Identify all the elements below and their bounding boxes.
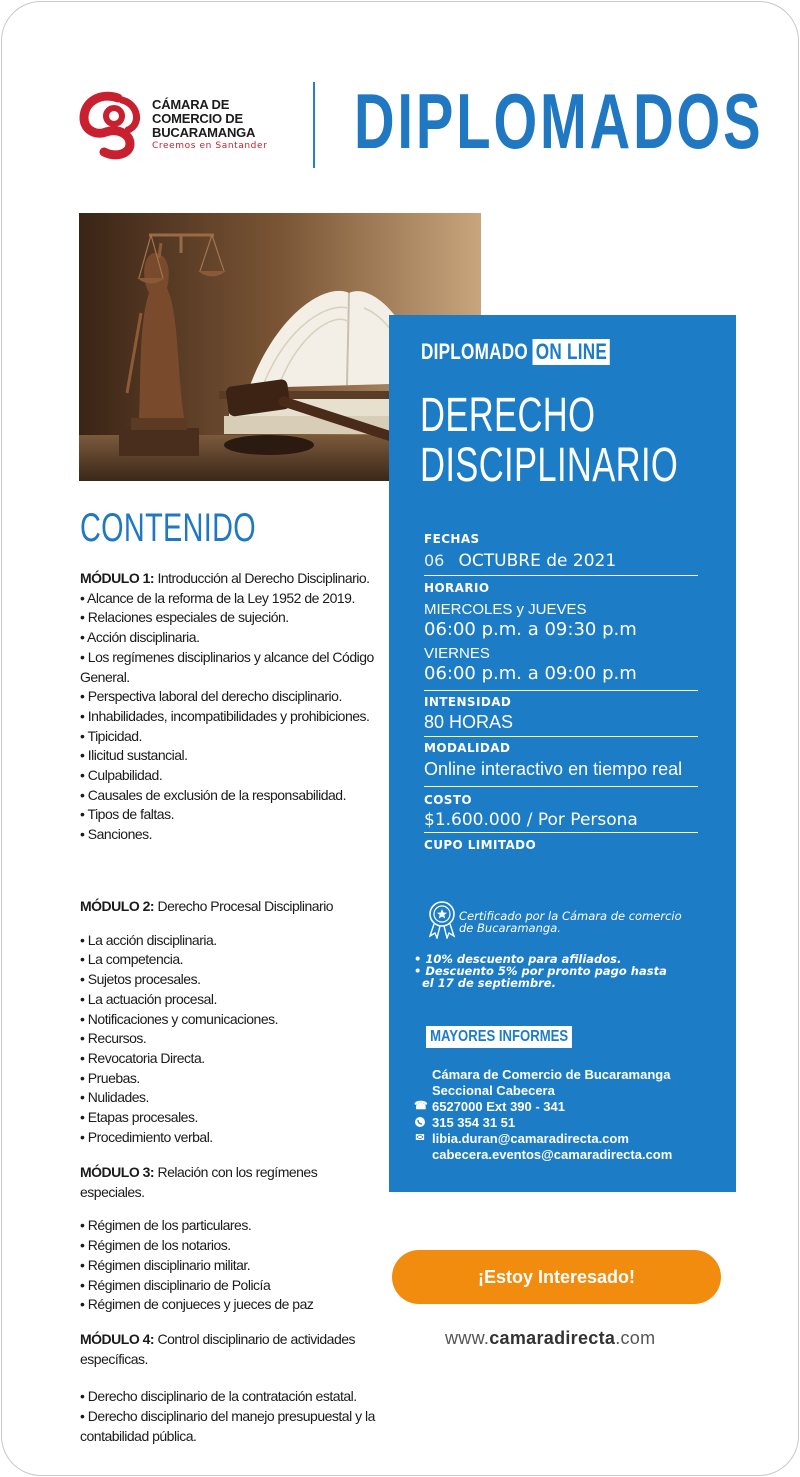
online-tag: ON LINE bbox=[533, 339, 610, 365]
list-item: • Recursos. bbox=[80, 1030, 147, 1047]
list-item: • Etapas procesales. bbox=[80, 1109, 198, 1126]
module-2 bbox=[80, 897, 380, 1147]
list-item: • Alcance de la reforma de la Ley 1952 de 2019. bbox=[80, 589, 355, 606]
org-tagline: Creemos en Santander bbox=[152, 141, 268, 151]
contenido-heading: CONTENIDO bbox=[80, 506, 257, 550]
horario-days-2: VIERNES bbox=[424, 645, 490, 662]
list-item: • Culpabilidad. bbox=[80, 767, 163, 784]
fechas-label: FECHAS bbox=[424, 532, 480, 546]
list-item: • Perspectiva laboral del derecho disciplinario. bbox=[80, 688, 342, 705]
list-item: • Derecho disciplinario del manejo presupuestal y la contabilidad pública. bbox=[80, 1408, 375, 1444]
list-item: • Notificaciones y comunicaciones. bbox=[80, 1010, 278, 1027]
list-item: • Régimen disciplinario militar. bbox=[80, 1256, 251, 1273]
camara-logo-icon bbox=[78, 90, 144, 160]
page-title: DIPLOMADOS bbox=[354, 77, 764, 165]
list-item: • La acción disciplinaria. bbox=[80, 931, 217, 948]
modalidad-label: MODALIDAD bbox=[424, 741, 511, 755]
module-heading: MÓDULO 3: Relación con los regímenes especiales. bbox=[80, 1164, 318, 1200]
fecha-day: 06 bbox=[424, 551, 445, 570]
list-item: • Derecho disciplinario de la contratación estatal. bbox=[80, 1388, 357, 1405]
divider bbox=[424, 786, 698, 787]
website-link[interactable]: www.camaradirecta.com bbox=[445, 1328, 656, 1348]
divider bbox=[424, 690, 698, 691]
descuentos-text: • 10% descuento para afiliados. • Descuento 5% por pronto pago hasta el 17 de septiembre. bbox=[414, 952, 667, 990]
list-item: • Régimen disciplinario de Policía bbox=[80, 1276, 271, 1293]
list-item: • La actuación procesal. bbox=[80, 990, 217, 1007]
horario-time-1: 06:00 p.m. a 09:30 p.m bbox=[424, 619, 637, 640]
course-info-card bbox=[389, 315, 736, 1192]
contact-seccional: Seccional Cabecera bbox=[432, 1083, 555, 1098]
costo-label: COSTO bbox=[424, 793, 473, 807]
list-item: • Procedimiento verbal. bbox=[80, 1128, 213, 1145]
contact-phone[interactable]: 6527000 Ext 390 - 341 bbox=[432, 1099, 565, 1114]
diplomado-label: DIPLOMADO ON LINE bbox=[421, 339, 610, 365]
list-item: • Pruebas. bbox=[80, 1069, 140, 1086]
contact-phone-row[interactable] bbox=[414, 1099, 672, 1115]
list-item: • Tipicidad. bbox=[80, 727, 142, 744]
module-heading: MÓDULO 2: Derecho Procesal Disciplinario bbox=[80, 898, 334, 914]
org-name: CÁMARA DE COMERCIO DE BUCARAMANGA bbox=[152, 97, 256, 140]
list-item: • Régimen de los particulares. bbox=[80, 1217, 252, 1234]
contact-whatsapp-row[interactable] bbox=[432, 1115, 672, 1131]
contact-org: Cámara de Comercio de Bucaramanga bbox=[432, 1067, 671, 1082]
certificado-text: Certificado por la Cámara de comercio de Bucaramanga. bbox=[459, 909, 682, 935]
divider bbox=[424, 832, 698, 833]
contact-whatsapp[interactable]: 315 354 31 51 bbox=[432, 1115, 516, 1130]
list-item: • La competencia. bbox=[80, 951, 184, 968]
whatsapp-icon bbox=[414, 1116, 426, 1128]
divider bbox=[424, 736, 698, 737]
list-item: • Tipos de faltas. bbox=[80, 806, 174, 823]
divider bbox=[424, 575, 698, 576]
list-item: • Régimen de conjueces y jueces de paz bbox=[80, 1296, 314, 1313]
contact-block bbox=[414, 1067, 673, 1163]
costo-value: $1.600.000 / Por Persona bbox=[424, 810, 638, 830]
list-item: • Relaciones especiales de sujeción. bbox=[80, 609, 289, 626]
list-item: • Los regímenes disciplinarios y alcance del Código General. bbox=[80, 648, 374, 685]
phone-icon: ☎ bbox=[414, 1100, 428, 1112]
interested-button[interactable]: ¡Estoy Interesado! bbox=[392, 1250, 721, 1304]
list-item: • Sanciones. bbox=[80, 826, 153, 843]
intensidad-value: 80 HORAS bbox=[424, 712, 514, 732]
cupo-limitado: CUPO LIMITADO bbox=[424, 838, 537, 852]
horario-time-2: 06:00 p.m. a 09:00 p.m bbox=[424, 663, 637, 684]
header-divider bbox=[313, 82, 315, 168]
module-3 bbox=[80, 1163, 380, 1315]
list-item: • Acción disciplinaria. bbox=[80, 629, 200, 646]
mail-icon: ✉ bbox=[415, 1132, 425, 1144]
list-item: • Revocatoria Directa. bbox=[80, 1049, 205, 1066]
contact-email-2[interactable]: cabecera.eventos@camaradirecta.com bbox=[432, 1147, 673, 1162]
contact-email-row[interactable] bbox=[415, 1131, 672, 1147]
fecha-value bbox=[424, 551, 616, 571]
modalidad-value: Online interactivo en tiempo real bbox=[424, 759, 683, 779]
module-heading: MÓDULO 1: Introducción al Derecho Disciplinario. bbox=[80, 570, 370, 586]
fecha-month-year: OCTUBRE de 2021 bbox=[458, 551, 617, 571]
module-1 bbox=[80, 569, 380, 845]
course-title: DERECHO DISCIPLINARIO bbox=[420, 389, 679, 492]
list-item: • Inhabilidades, incompatibilidades y prohibiciones. bbox=[80, 707, 370, 724]
list-item: • Nulidades. bbox=[80, 1089, 149, 1106]
certificate-badge-icon bbox=[426, 899, 458, 939]
module-4 bbox=[80, 1330, 380, 1447]
list-item: • Sujetos procesales. bbox=[80, 971, 201, 988]
horario-days-1: MIERCOLES y JUEVES bbox=[424, 601, 587, 618]
intensidad-label: INTENSIDAD bbox=[424, 695, 512, 709]
mayores-informes-label: MAYORES INFORMES bbox=[426, 1026, 572, 1048]
horario-label: HORARIO bbox=[424, 581, 490, 595]
list-item: • Causales de exclusión de la responsabilidad. bbox=[80, 786, 346, 803]
contact-email-1[interactable]: libia.duran@camaradirecta.com bbox=[432, 1131, 629, 1146]
flyer-frame bbox=[1, 1, 799, 1476]
list-item: • Ilicitud sustancial. bbox=[80, 747, 188, 764]
list-item: • Régimen de los notarios. bbox=[80, 1237, 231, 1254]
module-heading: MÓDULO 4: Control disciplinario de actividades específicas. bbox=[80, 1331, 356, 1367]
